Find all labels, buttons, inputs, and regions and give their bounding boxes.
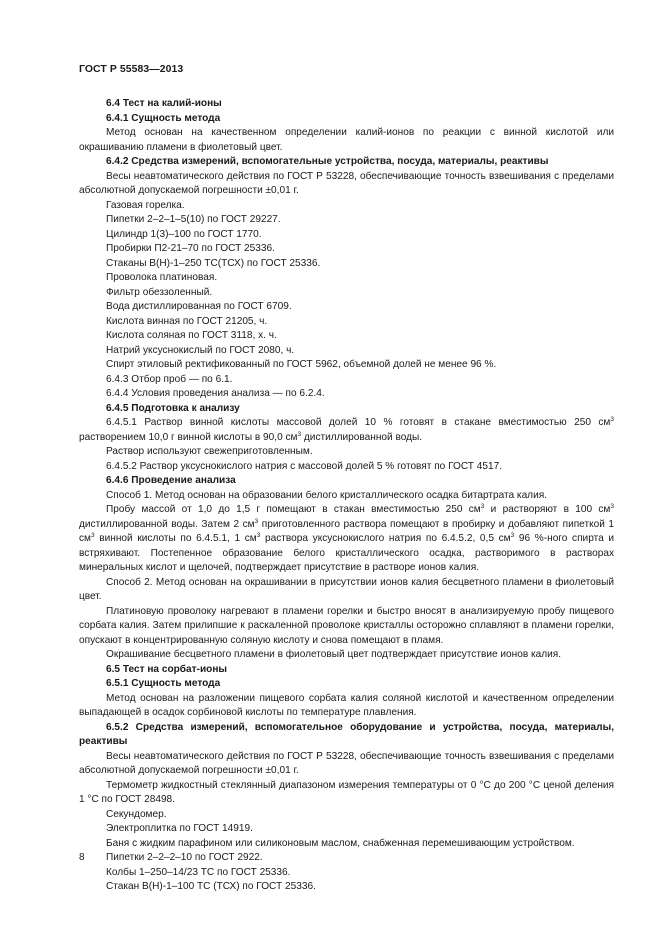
paragraph: 6.4.5.1 Раствор винной кислоты массовой долей 10 % готовят в стакане вместимостью 250 $см^3$ растворением 10,0 г винной кислоты в 90,0 $см^3$ дистиллированной воды. bbox=[79, 416, 614, 443]
paragraph: Пробу массой от 1,0 до 1,5 г помещают в стакан вместимостью 250 $см^3$ и растворяют в 100 $см^3$ дистиллированной воды. Затем 2 $см^3$ приготовленного раствора помещают в пробирку и добавляют пипеткой 1 $см^3$ винной кислоты по 6.4.5.1, 1 $см^3$ раствора уксуснокислого натрия по 6.4.5.2, 0,5 $см^3$ 96 %-ного спирта и встряхивают. Постепенное образование белого кристаллического осадка, растворимого в растворах минеральных кислот и щелочей, подтверждает присутствие в растворе ионов калия. bbox=[79, 503, 615, 573]
section-heading: 6.5.2 Средства измерений, вспомогательное оборудование и устройства, посуда, материалы, реактивы bbox=[79, 721, 614, 747]
section-heading: 6.4.5 Подготовка к анализу bbox=[106, 402, 240, 414]
paragraph: Весы неавтоматического действия по ГОСТ Р 53228, обеспечивающие точность взвешивания с пределами абсолютной допускаемой погрешности ±0,01 г. bbox=[79, 170, 614, 196]
paragraph: Стаканы В(Н)-1–250 ТС(ТСХ) по ГОСТ 25336. bbox=[106, 257, 321, 269]
section-heading: 6.4 Тест на калий-ионы bbox=[106, 98, 222, 109]
paragraph: Секундомер. bbox=[106, 808, 167, 820]
paragraph: 6.4.3 Отбор проб — по 6.1. bbox=[106, 373, 233, 385]
paragraph: Электроплитка по ГОСТ 14919. bbox=[106, 823, 253, 834]
paragraph: Кислота винная по ГОСТ 21205, ч. bbox=[106, 315, 268, 327]
section-heading: 6.4.6 Проведение анализа bbox=[106, 475, 236, 486]
paragraph: Платиновую проволоку нагревают в пламени горелки и быстро вносят в анализируемую пробу пищевого сорбата калия. Затем прилипшие к раскаленной проволоке кристаллы осторожно сплавляют в пламени горелки, опускают в концентрированную соляную кислоту и снова помещают в пламя. bbox=[79, 605, 614, 646]
paragraph: Кислота соляная по ГОСТ 3118, х. ч. bbox=[106, 330, 277, 341]
document-body bbox=[79, 97, 614, 895]
paragraph: Спирт этиловый ректификованный по ГОСТ 5962, объемной долей не менее 96 %. bbox=[106, 359, 497, 370]
paragraph: Цилиндр 1(3)–100 по ГОСТ 1770. bbox=[106, 228, 262, 240]
paragraph: Пипетки 2–2–2–10 по ГОСТ 2922. bbox=[106, 852, 263, 863]
section-heading: 6.5.1 Сущность метода bbox=[106, 678, 221, 689]
paragraph: Термометр жидкостный стеклянный диапазоном измерения температуры от 0 °С до 200 °С ценой деления 1 °С по ГОСТ 28498. bbox=[79, 779, 614, 805]
section-heading: 6.4.1 Сущность метода bbox=[106, 112, 221, 124]
paragraph: 6.4.4 Условия проведения анализа — по 6.2.4. bbox=[106, 388, 325, 399]
paragraph: Натрий уксуснокислый по ГОСТ 2080, ч. bbox=[106, 344, 295, 356]
paragraph: Окрашивание бесцветного пламени в фиолетовый цвет подтверждает присутствие ионов калия. bbox=[106, 649, 562, 660]
paragraph: Проволока платиновая. bbox=[106, 272, 218, 283]
paragraph: Колбы 1–250–14/23 ТС по ГОСТ 25336. bbox=[106, 866, 291, 878]
paragraph: Баня с жидким парафином или силиконовым маслом, снабженная перемешивающим устройством. bbox=[106, 837, 575, 849]
paragraph: 6.4.5.2 Раствор уксуснокислого натрия с массовой долей 5 % готовят по ГОСТ 4517. bbox=[106, 460, 503, 472]
section-heading: 6.4.2 Средства измерений, вспомогательные устройства, посуда, материалы, реактивы bbox=[106, 156, 549, 167]
paragraph: Фильтр обеззоленный. bbox=[106, 286, 213, 298]
paragraph: Метод основан на качественном определении калий-ионов по реакции с винной кислотой или окрашиванию пламени в фиолетовый цвет. bbox=[79, 127, 614, 153]
paragraph: Вода дистиллированная по ГОСТ 6709. bbox=[106, 301, 292, 312]
paragraph: Весы неавтоматического действия по ГОСТ Р 53228, обеспечивающие точность взвешивания с пределами абсолютной допускаемой погрешности ±0,01 г. bbox=[79, 750, 614, 776]
paragraph: Стакан В(Н)-1–100 ТС (ТСХ) по ГОСТ 25336. bbox=[106, 881, 316, 892]
paragraph: Пипетки 2–2–1–5(10) по ГОСТ 29227. bbox=[106, 214, 281, 225]
standard-header: ГОСТ Р 55583—2013 bbox=[79, 64, 184, 75]
paragraph: Способ 2. Метод основан на окрашивании в присутствии ионов калия бесцветного пламени в фиолетовый цвет. bbox=[79, 576, 614, 602]
paragraph: Пробирки П2-21–70 по ГОСТ 25336. bbox=[106, 243, 275, 254]
paragraph: Способ 1. Метод основан на образовании белого кристаллического осадка битартрата калия. bbox=[106, 489, 547, 501]
paragraph: Газовая горелка. bbox=[106, 199, 185, 211]
section-heading: 6.5 Тест на сорбат-ионы bbox=[106, 663, 228, 675]
paragraph: Раствор используют свежеприготовленным. bbox=[106, 446, 313, 457]
paragraph: Метод основан на разложении пищевого сорбата калия соляной кислотой и качественном определении выпадающей в осадок сорбиновой кислоты по температуре плавления. bbox=[79, 692, 614, 718]
page-number: 8 bbox=[79, 852, 85, 863]
